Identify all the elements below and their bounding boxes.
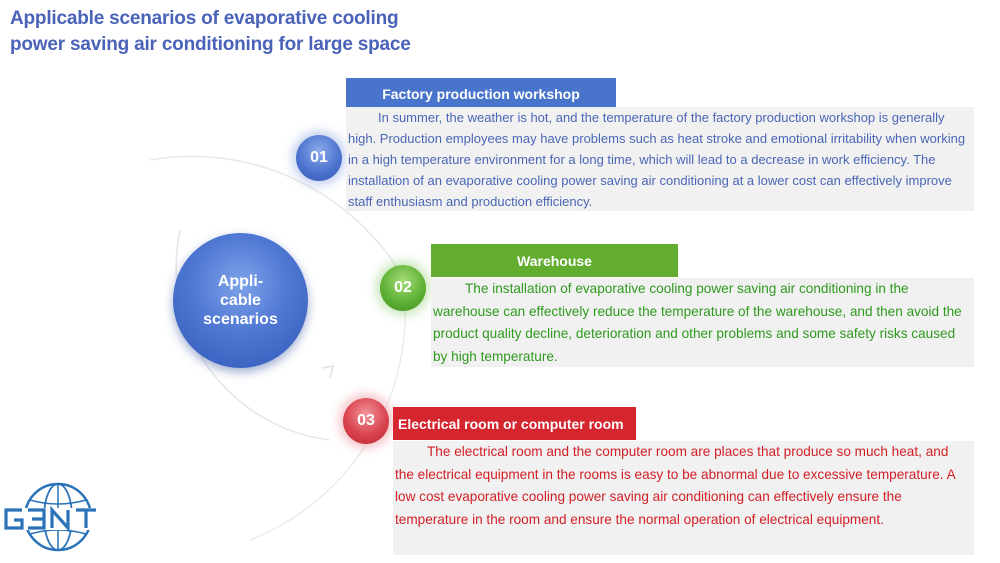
orbit-arrow-icon bbox=[322, 366, 333, 378]
hub-circle bbox=[173, 233, 308, 368]
globe-logo-icon bbox=[0, 478, 115, 556]
scenario-heading-2: Warehouse bbox=[431, 244, 678, 277]
scenario-text-3: The electrical room and the computer room are places that produce so much heat, and the electrical equipment in the rooms is easy to be abnormal due to excessive temperature. A low cost evaporative cooling power saving air conditioning can effectively ensure the temperature in the room and ensure the normal operation of electrical equipment. bbox=[393, 441, 974, 555]
scenario-text-2: The installation of evaporative cooling power saving air conditioning in the warehouse can effectively reduce the temperature of the warehouse, and then avoid the product quality decline, deterioration and other problems and some safety risks caused by high temperature. bbox=[431, 278, 974, 367]
scenario-text-1: In summer, the weather is hot, and the temperature of the factory production workshop is generally high. Production employees may have problems such as heat stroke and emotional irritability when working in a high temperature environment for a long time, which will lead to a decrease in work efficiency. The installation of an evaporative cooling power saving air conditioning at a lower cost can effectively improve staff enthusiasm and production efficiency. bbox=[346, 107, 974, 211]
page-title: Applicable scenarios of evaporative cooling power saving air conditioning for large space bbox=[10, 8, 411, 55]
scenario-number-3: 03 bbox=[343, 398, 389, 444]
scenario-number-1: 01 bbox=[296, 135, 342, 181]
scenario-heading-3: Electrical room or computer room bbox=[393, 407, 636, 440]
hub-label: Appli- cable scenarios bbox=[203, 273, 278, 328]
scenario-heading-1: Factory production workshop bbox=[346, 78, 616, 109]
scenario-number-2: 02 bbox=[380, 265, 426, 311]
